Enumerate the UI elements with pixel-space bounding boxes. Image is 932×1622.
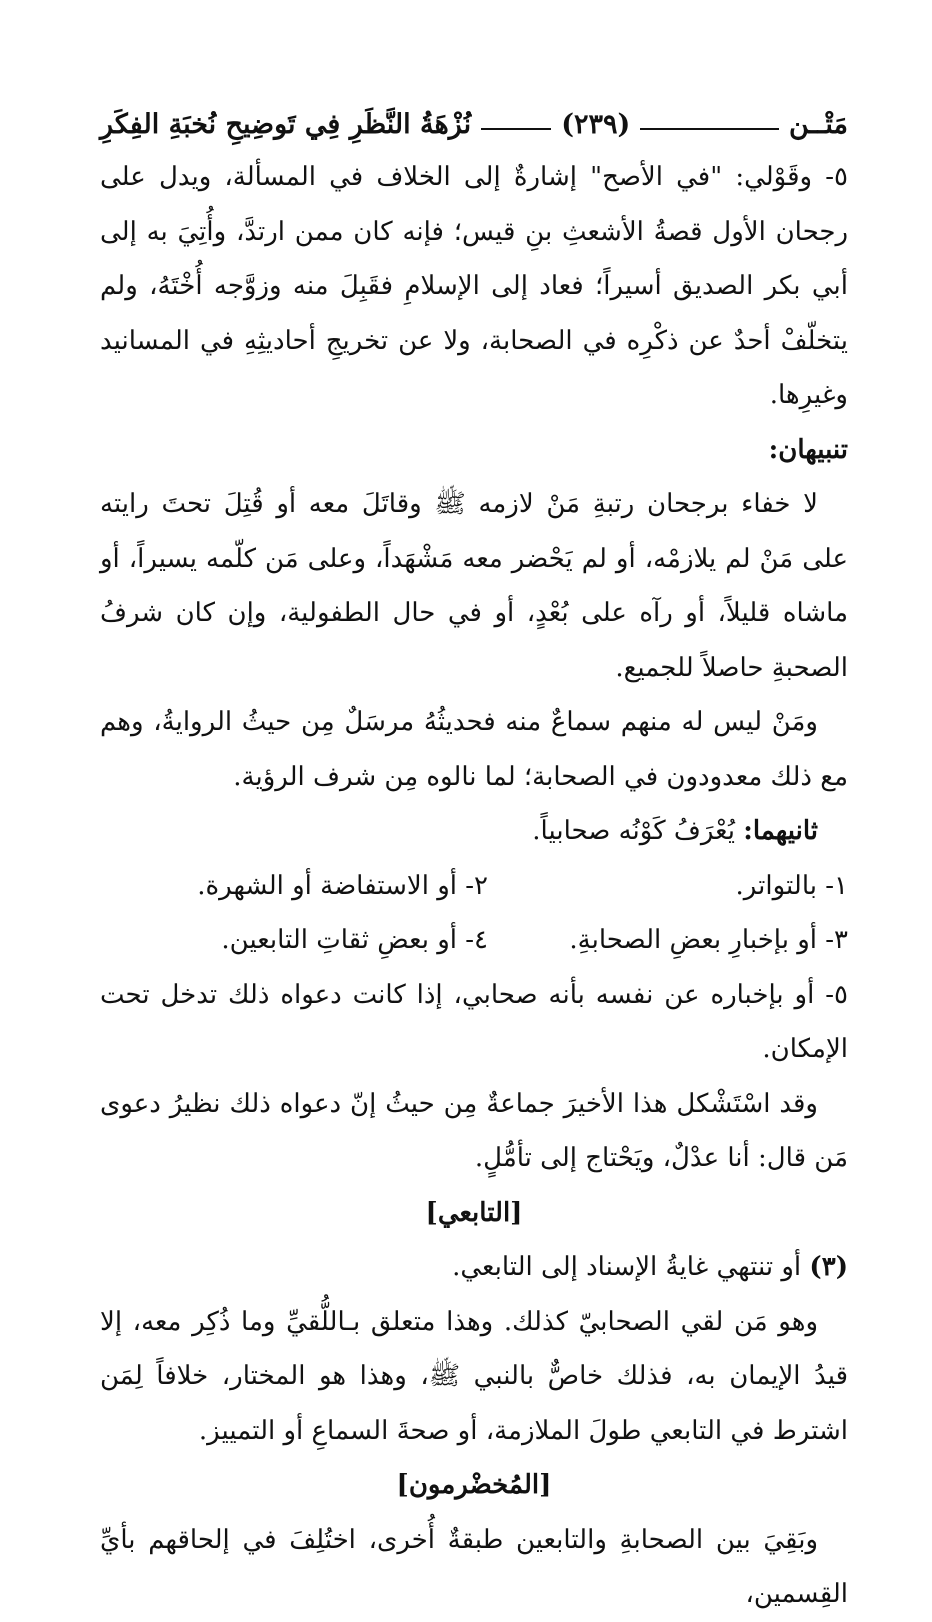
methods-row-1: [100, 859, 848, 914]
header-matn-label: مَتْــن: [789, 109, 848, 140]
header-rule-left: [481, 128, 551, 130]
thanihuma-label: ثانيهما:: [743, 816, 818, 846]
methods-row-2: [100, 913, 848, 968]
running-header: [100, 88, 848, 140]
thanihuma-line: [100, 804, 848, 859]
method-item-4: ٤- أو بعضِ ثقاتِ التابعين.: [221, 925, 488, 955]
method-item-2: ٢- أو الاستفاضة أو الشهرة.: [197, 870, 488, 901]
matn-three-line: [100, 1240, 848, 1295]
page-number: (٢٣٩): [561, 109, 631, 140]
tanbihan-heading: تنبيهان:: [768, 434, 848, 465]
mukhadram-heading: [المُخضْرمون]: [396, 1470, 552, 1500]
matn-number: (٣): [809, 1252, 848, 1282]
header-rule-right: [640, 128, 779, 130]
method-item-3: ٣- أو بإخبارِ بعضِ الصحابةِ.: [569, 925, 848, 955]
method-item-1: ١- بالتواتر.: [735, 870, 848, 901]
page-body: [100, 150, 848, 1622]
paragraph-mukhadram: وبَقِيَ بين الصحابةِ والتابعين طبقةٌ أُخرى، اختُلِفَ في إلحاقهم بأيِّ القِسمين،: [100, 1524, 848, 1609]
book-title: نُزْهَةُ النَّظَرِ فِي تَوضِيحِ نُخبَةِ الفِكَرِ: [100, 109, 472, 140]
paragraph-objection: وقد اسْتَشْكل هذا الأخيرَ جماعةٌ مِن حيثُ إنّ دعواه ذلك نظيرُ دعوى مَن قال: أنا عدْلٌ، ويَحْتاج إلى تأمُّلٍ.: [100, 1088, 848, 1173]
method-item-5: ٥- أو بإخباره عن نفسه بأنه صحابي، إذا كانت دعواه ذلك تدخل تحت الإمكان.: [100, 979, 848, 1064]
paragraph-mursal: ومَنْ ليس له منهم سماعٌ منه فحديثُهُ مرسَلٌ مِن حيثُ الروايةُ، وهم مع ذلك معدودون في الصحابة؛ لما نالوه مِن شرف الرؤية.: [100, 707, 848, 792]
paragraph-point-five: ٥- وقَوْلي: "في الأصح" إشارةٌ إلى الخلاف في المسألة، ويدل على رجحان الأول قصةُ الأشعثِ بنِ قيس؛ فإنه كان ممن ارتدَّ، وأُتِيَ به إلى أبي بكر الصديق أسيراً؛ فعاد إلى الإسلامِ فقَبِلَ منه وزوَّجه أُخْتَهُ، ولم يتخلّفْ أحدٌ عن ذكْرِه في الصحابة، ولا عن تخريجِ أحاديثِهِ في المسانيد وغيرِها.: [100, 162, 848, 410]
tabii-heading: [التابعي]: [425, 1197, 523, 1228]
matn-three-text: أو تنتهي غايةُ الإسناد إلى التابعي.: [452, 1252, 802, 1282]
paragraph-tabii-definition: وهو مَن لقي الصحابيّ كذلك. وهذا متعلق بـاللُّقيِّ وما ذُكِر معه، إلا قيدُ الإيمان به، فذلك خاصٌّ بالنبي ﷺ، وهذا هو المختار، خلافاً لِمَن اشترط في التابعي طولَ الملازمة، أو صحةَ السماعِ أو التمييز.: [100, 1306, 848, 1446]
thanihuma-text: يُعْرَفُ كَوْنُه صحابياً.: [532, 816, 735, 846]
paragraph-ranking: لا خفاء برجحان رتبةِ مَنْ لازمه ﷺ وقاتَلَ معه أو قُتِلَ تحتَ رايته على مَنْ لم يلازمْه، أو لم يَحْضر معه مَشْهَداً، وعلى مَن كلّمه يسيراً، أو ماشاه قليلاً، أو رآه على بُعْدٍ، أو في حال الطفولية، وإن كان شرفُ الصحبةِ حاصلاً للجميع.: [100, 489, 848, 683]
